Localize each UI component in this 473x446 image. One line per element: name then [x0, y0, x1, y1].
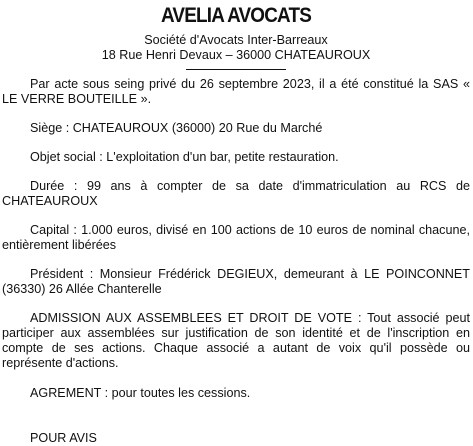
firm-name: AVELIA AVOCATS: [160, 4, 312, 27]
objet-paragraph: Objet social : L'exploitation d'un bar, petite restauration.: [30, 150, 339, 164]
siege-paragraph: Siège : CHATEAUROUX (36000) 20 Rue du Marché: [30, 121, 323, 135]
intro-paragraph: Par acte sous seing privé du 26 septembre 2023, il a été constitué la SAS « LE VERRE BOUTEILLE ».: [2, 77, 470, 106]
president-paragraph: Président : Monsieur Frédérick DEGIEUX, demeurant à LE POINCONNET (36330) 26 Allée Chanterelle: [2, 267, 470, 296]
capital-paragraph: Capital : 1.000 euros, divisé en 100 actions de 10 euros de nominal chacune, entièrement libérées: [2, 223, 470, 252]
admission-paragraph: ADMISSION AUX ASSEMBLEES ET DROIT DE VOTE : Tout associé peut participer aux assemblées sur justification de son identité et de l'inscription en compte de ses actions. Chaque associé a autant de voix qu'il possède ou représente d'actions.: [2, 311, 470, 370]
closing-text: POUR AVIS: [30, 431, 97, 445]
firm-description: Société d'Avocats Inter-Barreaux: [144, 33, 328, 47]
firm-address: 18 Rue Henri Devaux – 36000 CHATEAUROUX: [101, 48, 371, 62]
duree-paragraph: Durée : 99 ans à compter de sa date d'immatriculation au RCS de CHATEAUROUX: [2, 179, 470, 208]
header-divider: [186, 69, 286, 70]
agrement-paragraph: AGREMENT : pour toutes les cessions.: [30, 386, 251, 400]
